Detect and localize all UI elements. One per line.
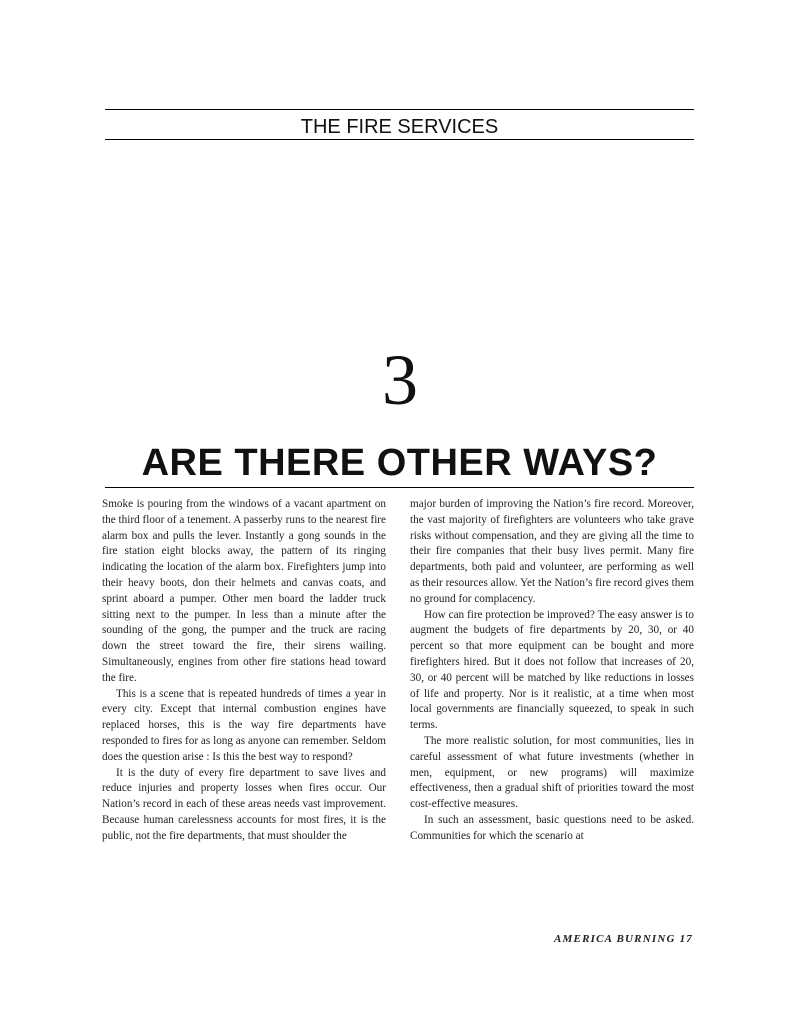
paragraph: major burden of improving the Nation’s fire record. Moreover, the vast majority of firefighters are volunteers who take grave risks without compensation, and they are giving all the time to their fire companies that their busy lives permit. Many fire departments, both paid and volunteer, are performing as well as their resources allow. Yet the Nation’s fire record gives them no ground for complacency. xyxy=(410,498,694,605)
paragraph: In such an assessment, basic questions need to be asked. Communities for which the scenario at xyxy=(410,813,694,842)
paragraph: This is a scene that is repeated hundreds of times a year in every city. Except that internal combustion engines have replaced horses, this is the way fire departments have responded to fires for as long as anyone can remember. Seldom does the question arise : Is this the best way to respond? xyxy=(102,687,386,763)
body-column-left xyxy=(102,497,386,845)
paragraph: Smoke is pouring from the windows of a vacant apartment on the third floor of a tenement. A passerby runs to the nearest fire alarm box and pulls the lever. Instantly a gong sounds in the fire station eight blocks away, the pattern of its ringing indicating the location of the alarm box. Firefighters jump into their heavy boots, don their helmets and canvas coats, and sprint aboard a pumper. Other men board the ladder truck sitting next to the pumper. In less than a minute after the sounding of the gong, the pumper and the truck are racing down the street toward the fire, their sirens wailing. Simultaneously, engines from other fire stations head toward the fire. xyxy=(102,498,386,684)
body-column-right xyxy=(410,497,694,845)
page-footer: AMERICA BURNING 17 xyxy=(554,933,693,945)
paragraph: How can fire protection be improved? The easy answer is to augment the budgets of fire departments by 20, 30, or 40 percent so that more equipment can be bought and more firefighters hired. But it does not follow that increases of 20, 30, or 40 percent will be matched by like reductions in losses of life and property. Nor is it realistic, at a time when most local governments are financially squeezed, to speak in such terms. xyxy=(410,608,694,732)
running-header: THE FIRE SERVICES xyxy=(300,116,499,138)
chapter-title: ARE THERE OTHER WAYS? xyxy=(141,442,658,484)
chapter-number: 3 xyxy=(382,340,418,420)
header-top-rule xyxy=(105,109,694,110)
paragraph: It is the duty of every fire department to save lives and reduce injuries and property losses when fires occur. Our Nation’s record in each of these areas needs vast improvement. Because human carelessness accounts for most fires, it is the public, not the fire departments, that must shoulder the xyxy=(102,766,386,842)
chapter-title-rule xyxy=(105,487,694,488)
paragraph: The more realistic solution, for most communities, lies in careful assessment of what future investments (whether in men, equipment, or new programs) will maximize effectiveness, then a gradual shift of priorities toward the most cost-effective measures. xyxy=(410,734,694,811)
header-bottom-rule xyxy=(105,139,694,140)
